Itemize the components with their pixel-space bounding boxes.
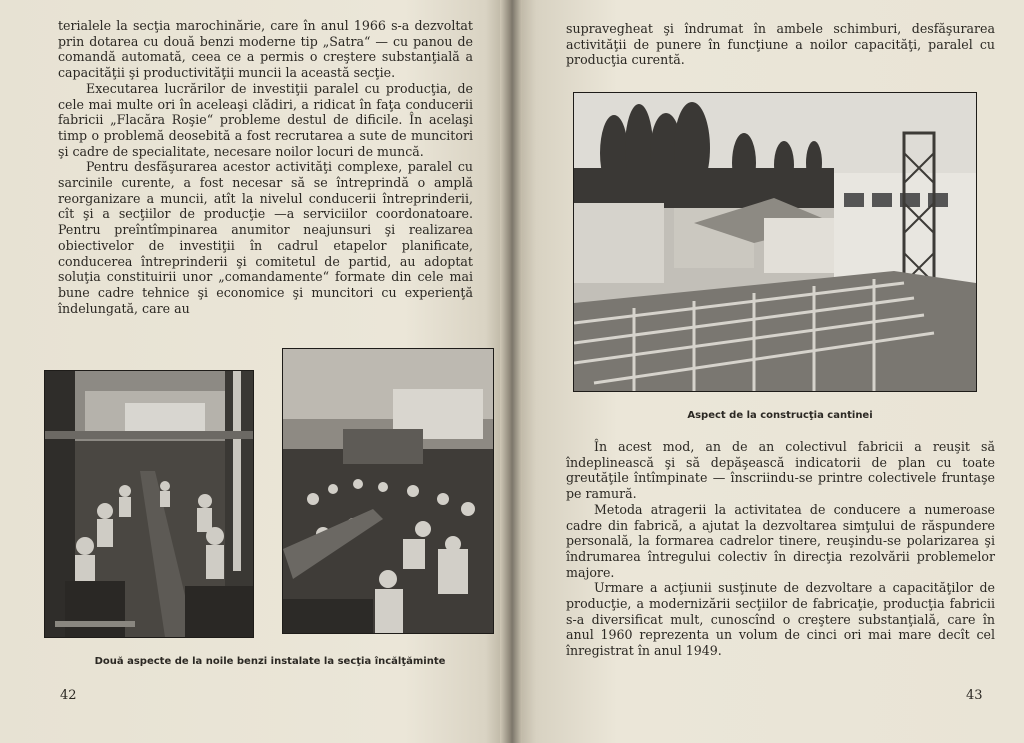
book-gutter (500, 0, 522, 743)
left-page (0, 0, 506, 743)
left-photo-caption: Două aspecte de la noile benzi instalate la secţia încălţăminte (94, 656, 446, 667)
left-page-text (58, 18, 473, 316)
construction-photo (573, 92, 977, 392)
right-page-text-bottom (566, 439, 995, 659)
left-paragraph-3: Pentru desfăşurarea acestor activităţi complexe, paralel cu sarcinile curente, a fost necesar să se întreprindă o amplă reorganizare a muncii, atît la nivelul conducerii întreprinderii, cît şi a secţiilor de producţie —a serviciilor coordonatoare. Pentru preîntîmpinarea anumitor neajunsuri şi realizarea obiectivelor de investiţii în cadrul etapelor planificate, conducerea întreprinderii şi comitetul de partid, au adoptat soluţia constituirii unor „comandamente“ formate din cele mai bune cadre tehnice şi economice şi muncitori cu experienţă îndelungată, care au (58, 159, 473, 316)
right-paragraph-1: supravegheat şi îndrumat în ambele schimburi, desfăşurarea activităţii de punere în funcţiune a noilor capacităţi, paralel cu producţia curentă. (566, 21, 995, 68)
right-paragraph-2: În acest mod, an de an colectivul fabricii a reuşit să îndeplinească şi să depăşească indicatorii de plan cu toate greutăţile întîmpinate — înscriindu-se printre colectivele fruntaşe pe ramură. (566, 439, 995, 502)
right-page-number: 43 (966, 688, 983, 703)
left-paragraph-2: Executarea lucrărilor de investiţii paralel cu producţia, de cele mai multe ori în aceleaşi clădiri, a ridicat în faţa conducerii fabricii „Flacăra Roşie“ probleme destul de dificile. În acelaşi timp o problemă deosebită a fost recrutarea a sute de muncitori şi cadre de specialitate, necesare noilor locuri de muncă. (58, 80, 473, 159)
left-paragraph-1: terialele la secţia marochinărie, care în anul 1966 s-a dezvoltat prin dotarea cu două benzi moderne tip „Satra“ — cu panou de comandă automată, ceea ce a permis o creştere substanţială a capacităţii şi productivităţii muncii la această secţie. (58, 18, 473, 81)
left-page-number: 42 (60, 688, 77, 703)
right-paragraph-4: Urmare a acţiunii susţinute de dezvoltare a capacităţilor de producţie, a modernizării secţiilor de fabricaţie, producţia fabricii s-a diversificat mult, cunoscînd o creştere substanţială, care în anul 1960 reprezenta un volum de cinci ori mai mare decît cel înregistrat în anul 1949. (566, 580, 995, 659)
right-photo-caption: Aspect de la construcţia cantinei (687, 410, 873, 421)
factory-photo-left (44, 370, 254, 638)
right-page (516, 0, 1024, 743)
factory-photo-right (282, 348, 494, 634)
right-paragraph-3: Metoda atragerii la activitatea de conducere a numeroase cadre din fabrică, a ajutat la dezvoltarea simţului de răspundere personală, la formarea cadrelor tinere, reuşindu-se polarizarea şi îndrumarea întregului colectiv în direcţia rezolvării problemelor majore. (566, 501, 995, 580)
right-page-text-top (566, 21, 995, 68)
